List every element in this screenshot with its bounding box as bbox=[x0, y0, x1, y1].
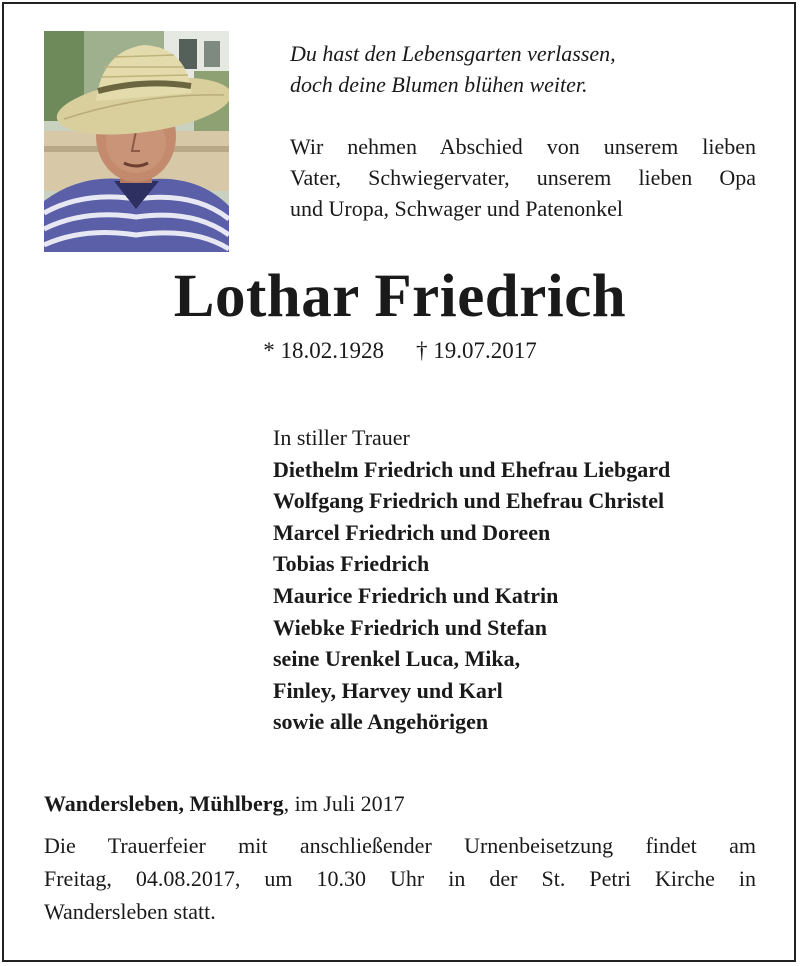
mourners-list bbox=[273, 422, 670, 738]
mourner-entry: sowie alle Angehörigen bbox=[273, 709, 489, 735]
mourner-entry: Wolfgang Friedrich und Ehefrau Christel bbox=[273, 488, 665, 514]
notice-date: , im Juli 2017 bbox=[283, 791, 405, 816]
deceased-name: Lothar Friedrich bbox=[173, 263, 627, 330]
intro-line: und Uropa, Schwager und Patenonkel bbox=[290, 196, 623, 221]
mourning-lead: In stiller Trauer bbox=[273, 425, 410, 450]
poem-line: doch deine Blumen blühen weiter. bbox=[290, 72, 588, 97]
portrait-photo bbox=[44, 31, 229, 252]
mourner-entry: Wiebke Friedrich und Stefan bbox=[273, 614, 548, 640]
mourner-entry: Maurice Friedrich und Katrin bbox=[273, 582, 559, 608]
funeral-service-info bbox=[44, 829, 756, 928]
birth-date: * 18.02.1928 bbox=[263, 338, 384, 363]
memorial-poem bbox=[290, 38, 616, 100]
mourner-entry: Marcel Friedrich und Doreen bbox=[273, 519, 551, 545]
farewell-intro bbox=[290, 131, 756, 224]
mourner-entry: seine Urenkel Luca, Mika, bbox=[273, 646, 521, 672]
death-date: † 19.07.2017 bbox=[416, 338, 537, 363]
mourner-entry: Finley, Harvey und Karl bbox=[273, 677, 503, 703]
service-line: Die Trauerfeier mit anschließender Urnenbeisetzung findet am bbox=[44, 833, 756, 858]
place-and-date bbox=[44, 788, 405, 819]
life-dates bbox=[0, 336, 800, 366]
service-line: Freitag, 04.08.2017, um 10.30 Uhr in der St. Petri Kirche in bbox=[44, 866, 756, 891]
mourner-entry: Diethelm Friedrich und Ehefrau Liebgard bbox=[273, 456, 671, 482]
intro-line: Vater, Schwiegervater, unserem lieben Opa bbox=[290, 165, 756, 190]
intro-line: Wir nehmen Abschied von unserem lieben bbox=[290, 134, 756, 159]
mourner-entry: Tobias Friedrich bbox=[273, 551, 430, 577]
poem-line: Du hast den Lebensgarten verlassen, bbox=[290, 41, 616, 66]
service-line: Wandersleben statt. bbox=[44, 899, 216, 924]
place-names: Wandersleben, Mühlberg bbox=[44, 791, 284, 816]
